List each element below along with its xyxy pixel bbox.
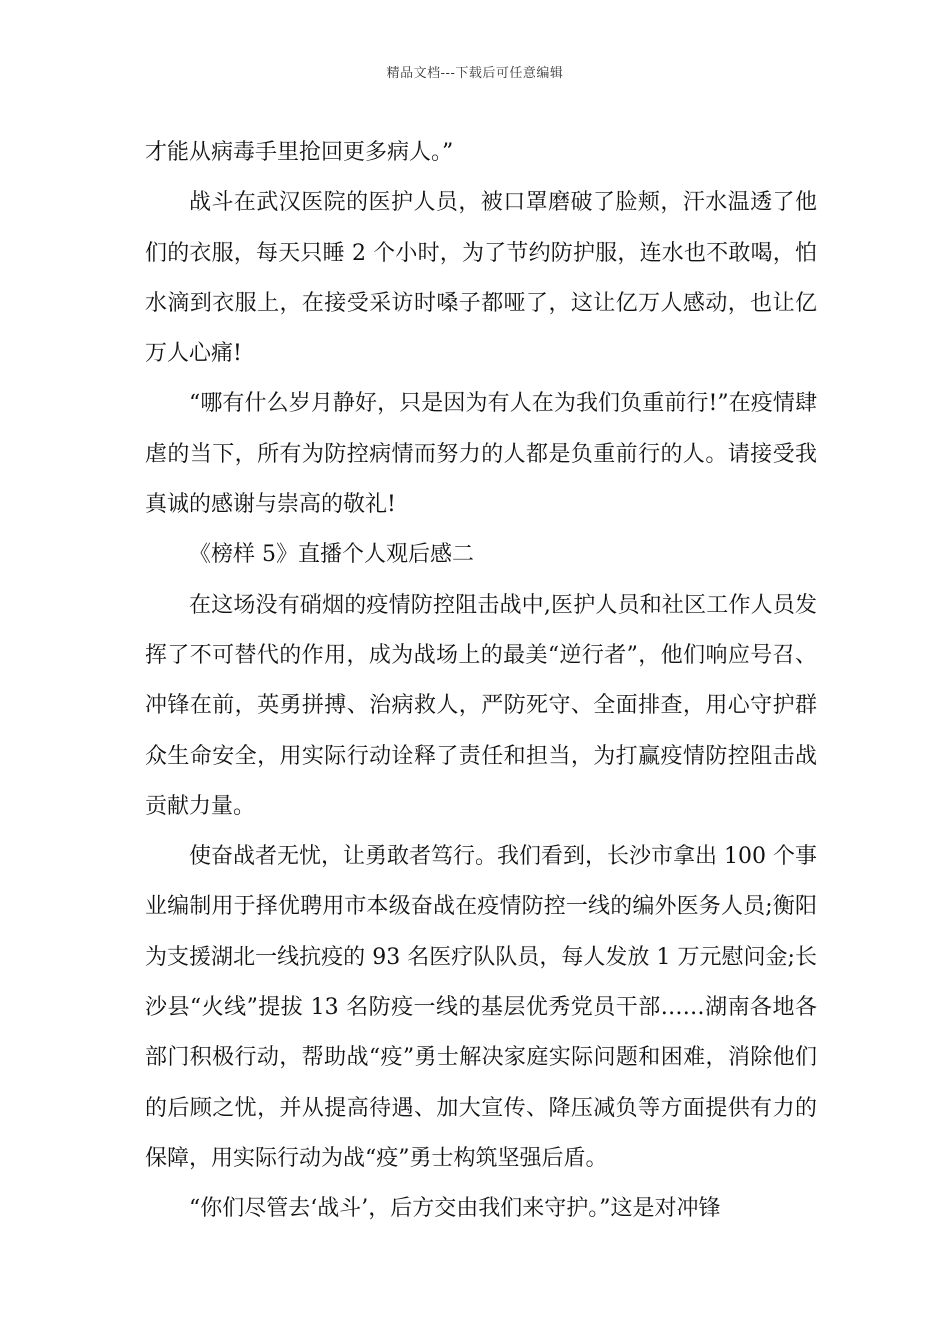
- paragraph-1: 才能从病毒手里抢回更多病人。”: [145, 140, 454, 165]
- section-heading: 《榜样 5》直播个人观后感二: [189, 542, 474, 568]
- paragraph-6: “你们尽管去‘战斗’，后方交由我们来守护。”这是对冲锋: [189, 1196, 721, 1222]
- document-body: [145, 128, 817, 1235]
- paragraph-3: “哪有什么岁月静好，只是因为有人在为我们负重前行!”在疫情肆虐的当下，所有为防控病情而努力的人都是负重前行的人。请接受我真诚的感谢与崇高的敬礼!: [145, 391, 817, 518]
- paragraph-4: 在这场没有硝烟的疫情防控阻击战中,医护人员和社区工作人员发挥了不可替代的作用，成为战场上的最美“逆行者”，他们响应号召、冲锋在前，英勇拼搏、治病救人，严防死守、全面排查，用心守护群众生命安全，用实际行动诠释了责任和担当，为打赢疫情防控阻击战贡献力量。: [145, 592, 817, 819]
- paragraph-2: 战斗在武汉医院的医护人员，被口罩磨破了脸颊，汗水温透了他们的衣服，每天只睡 2 个小时，为了节约防护服，连水也不敢喝，怕水滴到衣服上，在接受采访时嗓子都哑了，这让亿万人感动，也让亿万人心痛!: [145, 190, 817, 367]
- paragraph-5: 使奋战者无忧，让勇敢者笃行。我们看到，长沙市拿出 100 个事业编制用于择优聘用市本级奋战在疫情防控一线的编外医务人员;衡阳为支援湖北一线抗疫的 93 名医疗队队员，每人发放 1 万元慰问金;长沙县“火线”提拔 13 名防疫一线的基层优秀党员干部……湖南各地各部门积极行动，帮助战“疫”勇士解决家庭实际问题和困难，消除他们的后顾之忧，并从提高待遇、加大宣传、降压减负等方面提供有力的保障，用实际行动为战“疫”勇士构筑坚强后盾。: [145, 844, 817, 1171]
- page-header: 精品文档---下载后可任意编辑: [386, 66, 564, 81]
